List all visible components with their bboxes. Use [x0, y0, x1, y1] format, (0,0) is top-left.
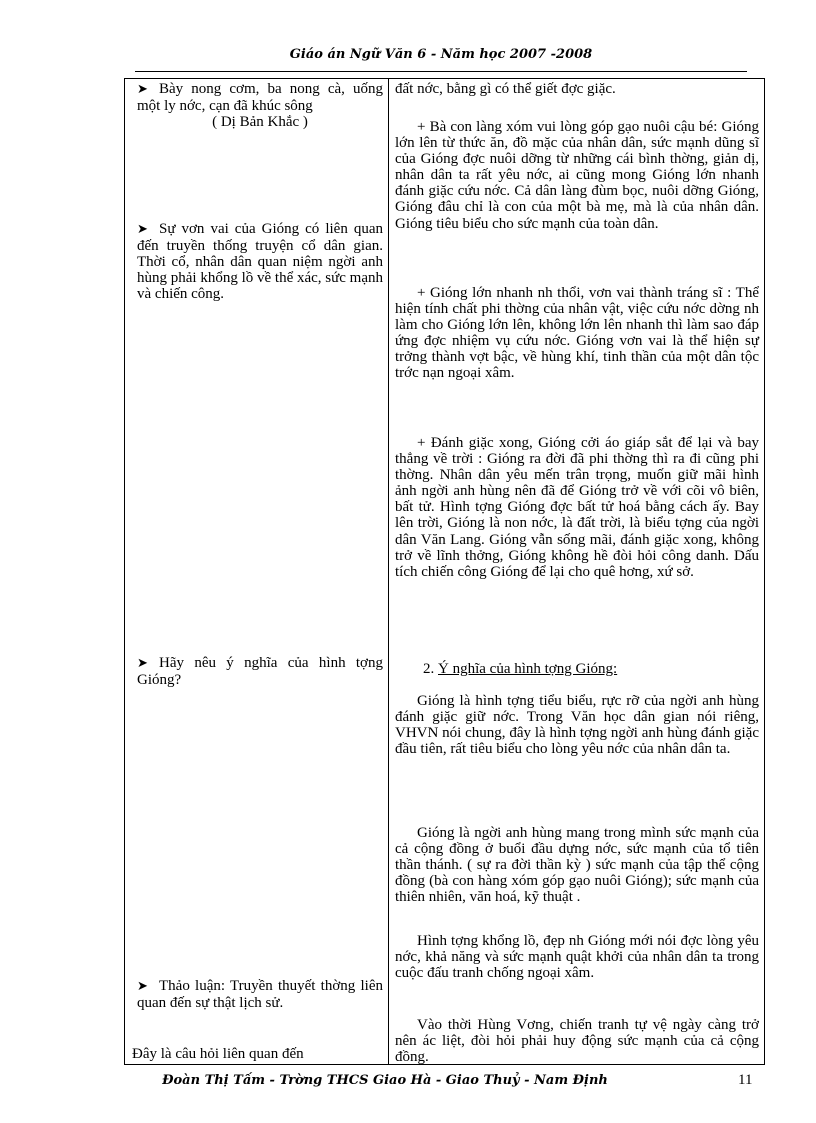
- arrowhead-icon: ➤: [137, 979, 148, 994]
- answer-paragraph: + Đánh giặc xong, Gióng cởi áo giáp sắt để lại và bay thẳng về trời : Gióng ra đời đã phi thờng thì ra đi cũng phi thờng. Nhân dân yêu mến trân trọng, muốn giữ mãi hình ảnh ngời anh hùng nên đã để Gióng trở về với cõi vô biên, bất tử. Hình tợng Gióng đợc bất tử hoá bằng cách ấy. Bay lên trời, Gióng là non nớc, là đất trời, là biểu tợng của ngời dân Văn Lang. Gióng vẫn sống mãi, đánh giặc xong, không trở về lĩnh thởng, Gióng không hề đòi hỏi công danh. Dấu tích chiến công Gióng để lại cho quê hơng, xứ sở.: [395, 435, 759, 580]
- arrowhead-icon: ➤: [137, 222, 148, 237]
- answer-paragraph: Gióng là ngời anh hùng mang trong mình sức mạnh của cả cộng đồng ở buổi đầu dựng nớc, sức mạnh của tổ tiên thần thánh. ( sự ra đời thần kỳ ) sức mạnh của tập thể cộng đồng (bà con hàng xóm góp gạo nuôi Gióng); sức mạnh của thiên nhiên, văn hoá, kỹ thuật .: [395, 825, 759, 906]
- page-number: 11: [738, 1072, 753, 1088]
- page-footer: Đoàn Thị Tấm - Trờng THCS Giao Hà - Giao Thuỷ - Nam Định: [162, 1073, 608, 1088]
- page-header: Giáo án Ngữ Văn 6 - Năm học 2007 -2008: [289, 47, 593, 62]
- arrowhead-icon: ➤: [137, 82, 148, 97]
- arrowhead-icon: ➤: [137, 656, 148, 671]
- question-4: [137, 978, 383, 1011]
- question-4-text: Thảo luận: Truyền thuyết thờng liên quan đến sự thật lịch sử.: [137, 978, 383, 1012]
- header-rule: [135, 71, 747, 72]
- column-divider: [388, 79, 389, 1064]
- left-column: [132, 79, 383, 1064]
- answer-paragraph: + Gióng lớn nhanh nh thổi, vơn vai thành tráng sĩ : Thể hiện tính chất phi thờng của nhân vật, việc cứu nớc dờng nh làm cho Gióng lớn lên, không lớn lên nhanh thì làm sao đáp ứng đợc nhiệm vụ cứu nớc. Gióng vơn vai là thể hiện sự trởng thành vợt bậc, về hùng khí, tinh thần của một dân tộc trớc nạn ngoại xâm.: [395, 285, 759, 382]
- section-heading-text: Ý nghĩa của hình tợng Gióng:: [438, 661, 618, 677]
- question-1-text: Bày nong cơm, ba nong cà, uống một ly nớc, cạn đã khúc sông: [137, 81, 383, 115]
- answer-paragraph: Gióng là hình tợng tiểu biểu, rực rỡ của ngời anh hùng đánh giặc giữ nớc. Trong Văn học dân gian nói riêng, VHVN nói chung, đây là hình tợng ngời anh hùng đánh giặc đầu tiên, rất tiêu biểu cho lòng yêu nớc của nhân dân ta.: [395, 693, 759, 758]
- section-heading: [423, 661, 759, 677]
- section-heading-number: 2.: [423, 661, 435, 677]
- question-2-text: Sự vơn vai của Gióng có liên quan đến truyền thống truyện cổ dân gian. Thời cổ, nhân dân quan niệm ngời anh hùng phải khổng lồ về thể xác, sức mạnh và chiến công.: [137, 221, 383, 303]
- lesson-table: [124, 78, 765, 1065]
- right-column: [395, 79, 759, 1064]
- answer-paragraph: đất nớc, bằng gì có thể giết đợc giặc.: [395, 81, 616, 97]
- answer-paragraph: Vào thời Hùng Vơng, chiến tranh tự vệ ngày càng trở nên ác liệt, đòi hỏi phải huy động sức mạnh của cả cộng đồng.: [395, 1017, 759, 1065]
- question-5: [132, 1046, 383, 1062]
- question-2: [137, 221, 383, 302]
- question-1-source: ( Dị Bản Khắc ): [212, 114, 308, 131]
- answer-paragraph: + Bà con làng xóm vui lòng góp gạo nuôi cậu bé: Gióng lớn lên từ thức ăn, đồ mặc của nhân dân, sức mạnh dũng sĩ của Gióng đợc nuôi dỡng từ những cái bình thờng, giản dị, nhân dân ta rất yêu nớc, ai cũng mong Gióng lớn nhanh đánh giặc cứu nớc. Cả dân làng đùm bọc, nuôi dỡng Gióng, Gióng đâu chỉ là con của một bà mẹ, mà là của nhân dân. Gióng tiêu biểu cho sức mạnh của toàn dân.: [395, 119, 759, 232]
- question-3-text: Hãy nêu ý nghĩa của hình tợng Gióng?: [137, 655, 383, 689]
- question-5-text: Đây là câu hỏi liên quan đến: [132, 1046, 304, 1062]
- question-3: [137, 655, 383, 688]
- answer-paragraph: Hình tợng khổng lồ, đẹp nh Gióng mới nói đợc lòng yêu nớc, khả năng và sức mạnh quật khởi của nhân dân ta trong cuộc đấu tranh chống ngoại xâm.: [395, 933, 759, 982]
- question-1: [137, 81, 383, 130]
